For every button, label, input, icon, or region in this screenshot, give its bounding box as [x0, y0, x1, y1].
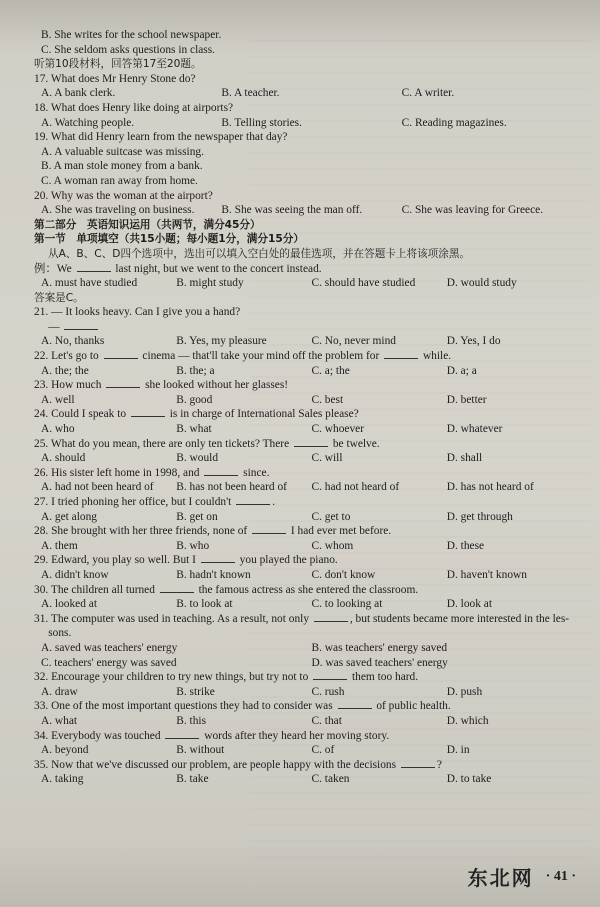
option-a: A. Watching people. — [41, 116, 135, 129]
question-line — [34, 729, 582, 744]
option-b: B. this — [176, 714, 207, 727]
option-d: D. to take — [446, 773, 492, 786]
answer-blank — [401, 758, 435, 768]
instruction-line: 听第10段材料，回答第17至20题。 — [34, 58, 202, 71]
option-c: C. to looking at — [311, 598, 383, 611]
option-b: B. A teacher. — [221, 87, 280, 100]
option-a: A. who — [41, 423, 75, 436]
option-d: D. look at — [446, 598, 492, 611]
option-c: C. should have studied — [311, 277, 416, 290]
option-d: D. Yes, I do — [446, 335, 501, 348]
question-text: 21. — It looks heavy. Can I give you a hand? — [34, 306, 241, 319]
answer-blank — [236, 495, 270, 505]
question-text: words after they heard her moving story. — [201, 729, 390, 742]
exam-content — [34, 28, 582, 787]
options-row — [34, 393, 582, 408]
options-row — [34, 714, 582, 729]
options-row — [34, 685, 582, 700]
option-a: A. should — [41, 452, 86, 465]
options-row — [34, 174, 582, 189]
options-row — [34, 28, 582, 43]
page-footer — [468, 862, 576, 891]
option-b: D. was saved teachers' energy — [311, 656, 448, 669]
question-line — [34, 349, 582, 364]
question-text: 19. What did Henry learn from the newspaper that day? — [34, 131, 288, 144]
answer-blank — [131, 407, 165, 417]
question-text: 27. I tried phoning her office, but I couldn't — [34, 496, 235, 508]
option-d: D. a; a — [446, 364, 477, 377]
option-c: C. that — [311, 714, 342, 727]
option-c: C. whoever — [311, 423, 365, 436]
question-line — [34, 320, 582, 335]
answer-blank — [313, 670, 347, 680]
question-text: last night, but we went to the concert instead. — [112, 262, 322, 275]
option-d: D. get through — [446, 510, 513, 523]
options-row — [34, 334, 582, 349]
option-a: A. get along — [41, 510, 97, 523]
question-text: 22. Let's go to — [34, 350, 102, 363]
option-d: D. in — [446, 744, 470, 757]
question-line — [34, 130, 582, 145]
option-a: A. taking — [41, 773, 84, 786]
option-b: B. Yes, my pleasure — [176, 335, 267, 348]
question-text: since. — [240, 466, 270, 479]
option-c: C. rush — [311, 685, 345, 698]
question-text: ? — [436, 758, 442, 771]
question-line — [34, 495, 582, 510]
question-text: 26. His sister left home in 1998, and — [34, 466, 203, 479]
option-b: B. good — [176, 393, 213, 406]
option-a: A. them — [41, 539, 78, 552]
option-c: C. don't know — [311, 568, 376, 581]
option-b: B. to look at — [176, 598, 233, 611]
question-text: 18. What does Henry like doing at airports? — [34, 101, 234, 114]
question-text: of public health. — [373, 700, 451, 713]
options-row — [34, 364, 582, 379]
option-d: D. haven't known — [446, 568, 527, 581]
options-row — [34, 568, 582, 583]
options-row — [34, 422, 582, 437]
question-text: you played the piano. — [236, 554, 338, 567]
options-row — [34, 772, 582, 787]
options-row — [34, 276, 582, 291]
question-line — [34, 670, 582, 685]
option-d: D. whatever — [446, 423, 503, 436]
question-text: 17. What does Mr Henry Stone do? — [34, 72, 196, 85]
option-c: C. of — [311, 744, 335, 757]
option-c: C. a; the — [311, 364, 350, 377]
option-c: C. whom — [311, 539, 354, 552]
options-row — [34, 43, 582, 58]
option-b: B. without — [176, 744, 225, 757]
options-row — [34, 86, 582, 101]
page-number: · 41 · — [545, 868, 576, 884]
options-row — [34, 203, 582, 218]
option-b: B. the; a — [176, 364, 215, 377]
option-b: B. has not been heard of — [176, 481, 287, 494]
answer-blank — [160, 583, 194, 593]
question-line — [34, 466, 582, 481]
question-text: 31. The computer was used in teaching. As a result, not only — [34, 612, 312, 625]
question-line — [34, 407, 582, 422]
options-row — [34, 641, 582, 656]
option-a: B. A man stole money from a bank. — [41, 160, 203, 173]
question-text: 30. The children all turned — [34, 583, 158, 596]
options-row — [34, 480, 582, 495]
instruction-line: 第一节 单项填空（共15小题；每小题1分，满分15分） — [34, 233, 304, 246]
answer-blank — [294, 437, 328, 447]
question-line — [34, 378, 582, 393]
option-d: D. which — [446, 714, 489, 727]
option-d: D. push — [446, 685, 483, 698]
option-a: A. beyond — [41, 744, 89, 757]
question-line — [34, 626, 582, 641]
option-a: A. looked at — [41, 598, 97, 611]
question-text: she looked without her glasses! — [142, 379, 289, 392]
question-text: 32. Encourage your children to try new things, but try not to — [34, 671, 312, 684]
option-a: C. A woman ran away from home. — [41, 174, 198, 187]
option-d: D. would study — [446, 277, 517, 290]
option-a: A. A valuable suitcase was missing. — [41, 145, 204, 158]
option-b: B. would — [176, 452, 219, 465]
option-a: A. A bank clerk. — [41, 87, 116, 100]
option-c: C. Reading magazines. — [401, 116, 507, 129]
option-c: C. No, never mind — [311, 335, 396, 348]
question-text: 33. One of the most important questions they had to consider was — [34, 700, 336, 713]
options-row — [34, 539, 582, 554]
option-c: C. She was leaving for Greece. — [401, 204, 544, 217]
options-row — [34, 159, 582, 174]
question-text: while. — [420, 350, 452, 363]
option-a: A. saved was teachers' energy — [41, 641, 178, 654]
answer-blank — [104, 349, 138, 359]
option-c: C. get to — [311, 510, 351, 523]
option-a: A. draw — [41, 685, 78, 698]
question-text: 29. Edward, you play so well. But I — [34, 554, 199, 567]
option-c: C. will — [311, 452, 343, 465]
option-a: A. must have studied — [41, 277, 138, 290]
option-d: D. better — [446, 393, 487, 406]
options-row — [34, 597, 582, 612]
option-a: A. No, thanks — [41, 335, 105, 348]
option-a: A. had not been heard of — [41, 481, 154, 494]
option-d: D. has not heard of — [446, 481, 534, 494]
option-c: C. had not heard of — [311, 481, 400, 494]
question-text: 25. What do you mean, there are only ten tickets? There — [34, 437, 292, 450]
question-line — [34, 612, 582, 627]
question-line — [34, 305, 582, 320]
options-row — [34, 656, 582, 671]
question-text: — — [34, 320, 63, 333]
question-line — [34, 758, 582, 773]
instruction-line: 从A、B、C、D四个选项中，选出可以填入空白处的最佳选项，并在答题卡上将该项涂黑。 — [48, 247, 471, 260]
question-text: 24. Could I speak to — [34, 408, 129, 421]
option-a: B. She writes for the school newspaper. — [41, 29, 222, 41]
question-text: 23. How much — [34, 379, 105, 392]
answer-blank — [384, 349, 418, 359]
question-line — [34, 553, 582, 568]
option-a: C. teachers' energy was saved — [41, 656, 177, 669]
question-text: sons. — [34, 627, 72, 640]
answer-blank — [64, 320, 98, 330]
question-line — [34, 101, 582, 116]
question-text: them too hard. — [349, 671, 419, 684]
option-a: A. the; the — [41, 364, 89, 377]
question-text: the famous actress as she entered the classroom. — [195, 583, 419, 596]
option-b: B. strike — [176, 685, 215, 698]
answer-blank — [252, 524, 286, 534]
options-row — [34, 451, 582, 466]
option-b: B. who — [176, 539, 210, 552]
question-text: be twelve. — [330, 437, 380, 450]
option-d: D. these — [446, 539, 485, 552]
question-line — [34, 699, 582, 714]
answer-blank — [338, 699, 372, 709]
question-text: 35. Now that we've discussed our problem, are people happy with the decisions — [34, 758, 399, 771]
question-text: . — [272, 496, 276, 508]
question-text: , but students became more interested in the les- — [349, 612, 570, 625]
options-row — [34, 145, 582, 160]
option-a: A. what — [41, 714, 78, 727]
answer-blank — [201, 553, 235, 563]
option-b: B. Telling stories. — [221, 116, 302, 129]
question-line — [34, 262, 582, 277]
question-text: 20. Why was the woman at the airport? — [34, 189, 213, 202]
question-line — [34, 583, 582, 598]
option-c: C. best — [311, 393, 344, 406]
option-b: B. what — [176, 423, 212, 436]
question-line — [34, 437, 582, 452]
instruction-line: 答案是C。 — [34, 291, 84, 304]
option-c: C. taken — [311, 773, 350, 786]
question-line — [34, 189, 582, 204]
answer-blank — [314, 612, 348, 622]
options-row — [34, 116, 582, 131]
question-text: 34. Everybody was touched — [34, 729, 164, 742]
watermark-logo: 东北网 — [467, 866, 534, 890]
option-a: C. She seldom asks questions in class. — [41, 43, 216, 56]
answer-blank — [165, 729, 199, 739]
answer-blank — [106, 378, 140, 388]
question-text: is in charge of International Sales please? — [166, 408, 359, 421]
option-c: C. A writer. — [401, 87, 455, 100]
option-b: B. was teachers' energy saved — [311, 641, 448, 654]
question-text: I had ever met before. — [288, 525, 392, 538]
question-text: 例：We — [34, 262, 75, 275]
option-a: A. didn't know — [41, 568, 109, 581]
instruction-line: 第二部分 英语知识运用（共两节，满分45分） — [34, 218, 261, 231]
question-line — [34, 72, 582, 87]
answer-blank — [204, 466, 238, 476]
option-a: A. well — [41, 393, 75, 406]
option-a: A. She was traveling on business. — [41, 204, 195, 217]
option-b: B. get on — [176, 510, 218, 523]
option-b: B. She was seeing the man off. — [221, 204, 363, 217]
question-text: 28. She brought with her three friends, none of — [34, 525, 251, 538]
option-b: B. might study — [176, 277, 244, 290]
option-b: B. hadn't known — [176, 568, 251, 581]
option-d: D. shall — [446, 452, 483, 465]
options-row — [34, 743, 582, 758]
options-row — [34, 510, 582, 525]
option-b: B. take — [176, 773, 209, 786]
question-text: cinema — that'll take your mind off the problem for — [139, 350, 383, 363]
answer-blank — [77, 262, 111, 272]
question-line — [34, 524, 582, 539]
